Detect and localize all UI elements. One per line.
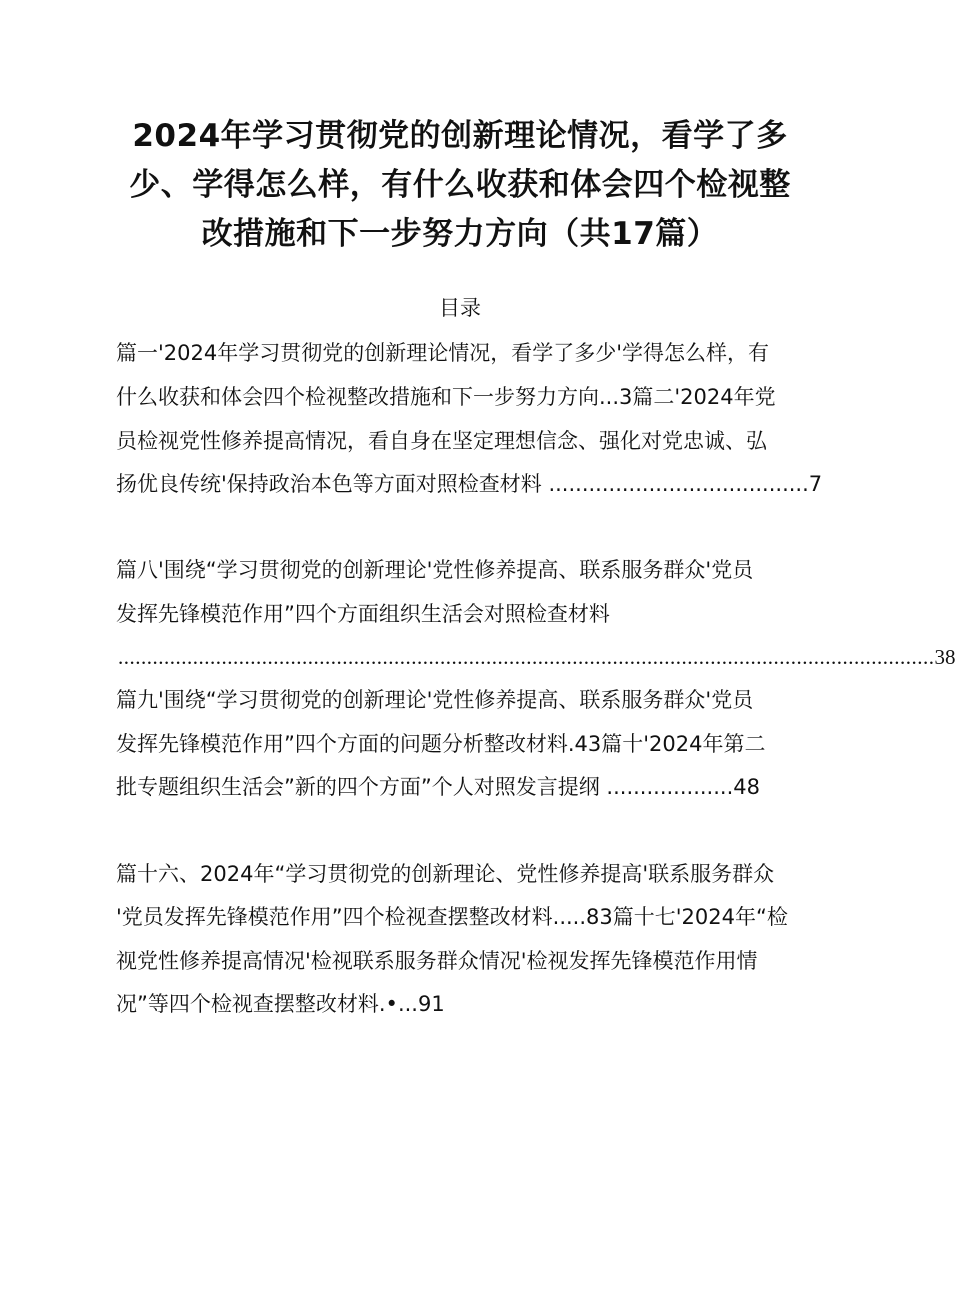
toc-line: 况”等四个检视查摆整改材料.•...91 bbox=[116, 992, 445, 1016]
toc-heading: 目录 bbox=[439, 296, 481, 320]
toc-line: 什么收获和体会四个检视整改措施和下一步努力方向...3篇二'2024年党 bbox=[116, 385, 776, 409]
toc-line: 篇九'围绕“学习贯彻党的创新理论'党性修养提高、联系服务群众'党员 bbox=[116, 688, 754, 712]
toc-line: 发挥先锋模范作用”四个方面组织生活会对照检查材料 bbox=[116, 602, 610, 626]
toc-line: 篇十六、2024年“学习贯彻党的创新理论、党性修养提高'联系服务群众 bbox=[116, 862, 775, 886]
toc-line: 视党性修养提高情况'检视联系服务群众情况'检视发挥先锋模范作用情 bbox=[116, 949, 758, 973]
toc-line: 篇一'2024年学习贯彻党的创新理论情况，看学了多少'学得怎么样，有 bbox=[116, 341, 769, 365]
toc-line: 发挥先锋模范作用”四个方面的问题分析整改材料.43篇十'2024年第二 bbox=[116, 732, 766, 756]
page-number: 38 bbox=[934, 645, 956, 669]
toc-line: 员检视党性修养提高情况，看自身在坚定理想信念、强化对党忠诚、弘 bbox=[116, 429, 767, 453]
title-line-2: 少、学得怎么样，有什么收获和体会四个检视整 bbox=[129, 167, 791, 203]
toc-line: 扬优良传统'保持政治本色等方面对照检查材料 .......................................7 bbox=[116, 472, 823, 496]
toc-line: 批专题组织生活会”新的四个方面”个人对照发言提纲 ...................48 bbox=[116, 775, 760, 799]
title-line-1: 2024年学习贯彻党的创新理论情况，看学了多 bbox=[132, 118, 788, 154]
document-title bbox=[100, 112, 820, 259]
toc-line: '党员发挥先锋模范作用”四个检视查摆整改材料.....83篇十七'2024年“检 bbox=[116, 905, 788, 929]
toc-line: 篇八'围绕“学习贯彻党的创新理论'党性修养提高、联系服务群众'党员 bbox=[116, 558, 754, 582]
toc-dot-leader-line bbox=[118, 643, 956, 671]
title-line-3: 改措施和下一步努力方向（共17篇） bbox=[201, 216, 719, 252]
dot-leader: .............................................................................................................................................. bbox=[118, 645, 935, 669]
